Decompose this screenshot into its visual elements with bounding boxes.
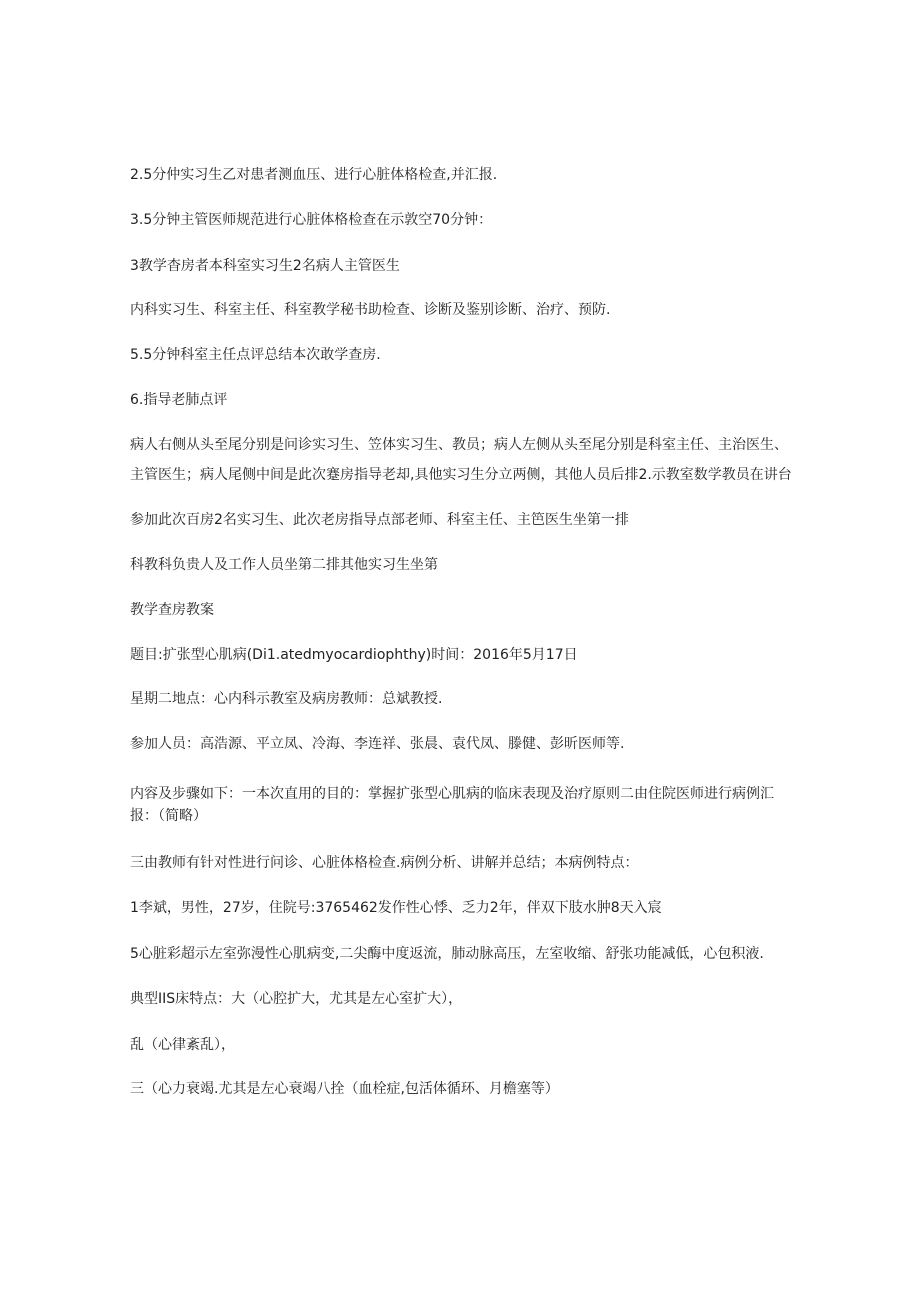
text-line: 5.5分钟科室主任点评总结本次敢学查房. [130,347,381,363]
text-line: 报：（简略） [130,808,207,824]
text-line: 三由教师有针对性进行问诊、心脏体格检查.病例分析、讲解并总结；本病例特点： [130,855,639,871]
text-line: 星期二地点：心内科示教室及病房教师：总斌教授. [130,691,443,707]
text-line: 5心脏彩超示左室弥漫性心肌病变,二尖酶中度返流，肺动脉高压，左室收缩、舒张功能减低，心包积液. [130,946,764,962]
text-line: 内科实习生、科室主任、科室教学秘书助检查、诊断及鉴别诊断、治疗、预防. [130,302,611,318]
text-line: 6.指导老肺点评 [130,392,228,408]
text-line: 科教科负贵人及工作人员坐第二排其他实习生坐第 [130,557,438,573]
text-line: 主管医生；病人尾侧中间是此次蹇房指导老却,具他实习生分立两侧，其他人员后排2.示教室数学教员在讲台 [130,467,792,483]
text-line: 1李斌，男性，27岁，住院号:3765462发作性心悸、乏力2年，伴双下肢水肿8天入宸 [130,900,662,916]
text-line: 病人右侧从头至尾分别是问诊实习生、笠体实习生、教员；病人左侧从头至尾分别是科室主任、主治医生、 [130,437,788,453]
text-line: 2.5分仲实习生乙对患者测血压、进行心脏体格检查,并汇报. [130,167,498,183]
text-line: 3教学杳房者本科室实习生2名病人主管医生 [130,258,400,274]
text-line: 内容及步骤如下：一本次直用的目的：掌握扩张型心肌病的临床表现及治疗原则二由住院医师进行病例汇 [130,786,774,802]
text-line: 乱（心律紊乱）， [130,1037,235,1053]
text-line: 三（心力衰竭.尤其是左心衰竭八拴（血栓症,包活体循环、月檐塞等） [130,1081,559,1097]
text-line: 3.5分钟主管医师规范进行心脏体格检查在示敦空70分钟： [130,212,493,228]
text-line: 典型IIS床特点：大（心腔扩大，尤其是左心室扩大）， [130,991,463,1007]
text-line: 参加此次百房2名实习生、此次老房指导点部老师、科室主任、主笆医生坐第一排 [130,512,629,528]
text-line: 参加人员：高浩源、平立凤、冷海、李连祥、张晨、袁代凤、滕健、彭昕医师等. [130,736,625,752]
section-heading: 教学查房教案 [130,602,214,618]
text-line: 题目:扩张型心肌病(Di1.atedmyocardiophthy)时间：2016年5月17日 [130,647,578,663]
